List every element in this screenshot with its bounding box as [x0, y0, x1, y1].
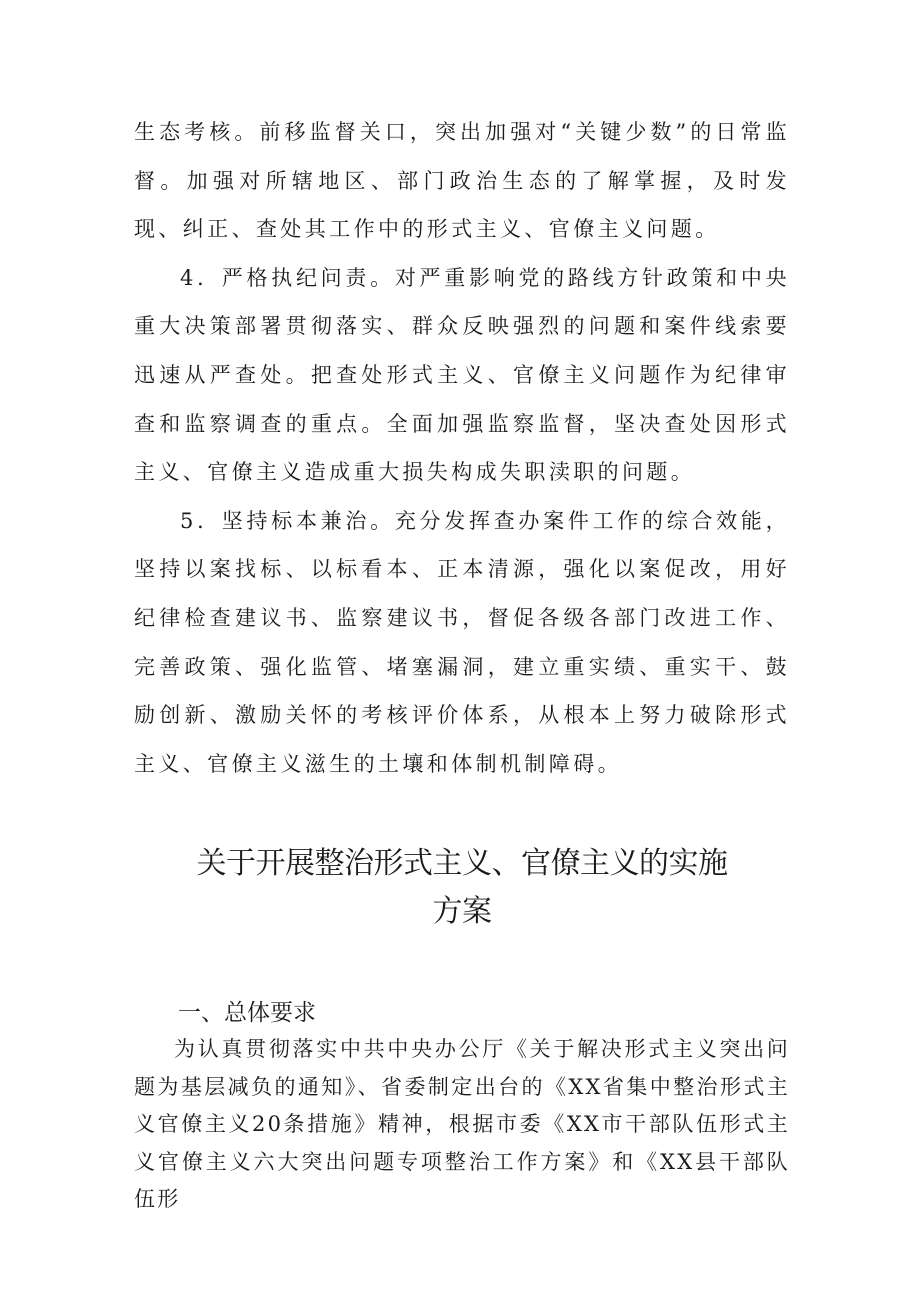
- section-body: [134, 1031, 790, 1219]
- paragraph-intro: 为认真贯彻落实中共中央办公厅《关于解决形式主义突出问题为基层减负的通知》、省委制定出台的《XX省集中整治形式主义官僚主义20条措施》精神，根据市委《XX市干部队伍形式主义官僚主义六大突出问题专项整治工作方案》和《XX县干部队伍形: [134, 1037, 790, 1212]
- title-line-1: 关于开展整治形式主义、官僚主义的实施: [196, 846, 728, 881]
- paragraph-item-4: 4．严格执纪问责。对严重影响党的路线方针政策和中央重大决策部署贯彻落实、群众反映强烈的问题和案件线索要迅速从严查处。把查处形式主义、官僚主义问题作为纪律审查和监察调查的重点。全面加强监察监督，坚决查处因形式主义、官僚主义造成重大损失构成失职渎职的问题。: [134, 265, 790, 485]
- paragraph-item-5: 5．坚持标本兼治。充分发挥查办案件工作的综合效能，坚持以案找标、以标看本、正本清源，强化以案促改，用好纪律检查建议书、监察建议书，督促各级各部门改进工作、完善政策、强化监管、堵塞漏洞，建立重实绩、重实干、鼓励创新、激励关怀的考核评价体系，从根本上努力破除形式主义、官僚主义滋生的土壤和体制机制障碍。: [134, 508, 790, 776]
- previous-section-body: [134, 108, 790, 788]
- paragraph-political-ecology: 生态考核。前移监督关口，突出加强对“关键少数”的日常监督。加强对所辖地区、部门政治生态的了解掌握，及时发现、纠正、查处其工作中的形式主义、官僚主义问题。: [134, 120, 790, 242]
- title-line-2: 方案: [432, 894, 492, 929]
- document-title: [134, 840, 790, 936]
- section-heading-general-requirements: 一、总体要求: [178, 1000, 316, 1026]
